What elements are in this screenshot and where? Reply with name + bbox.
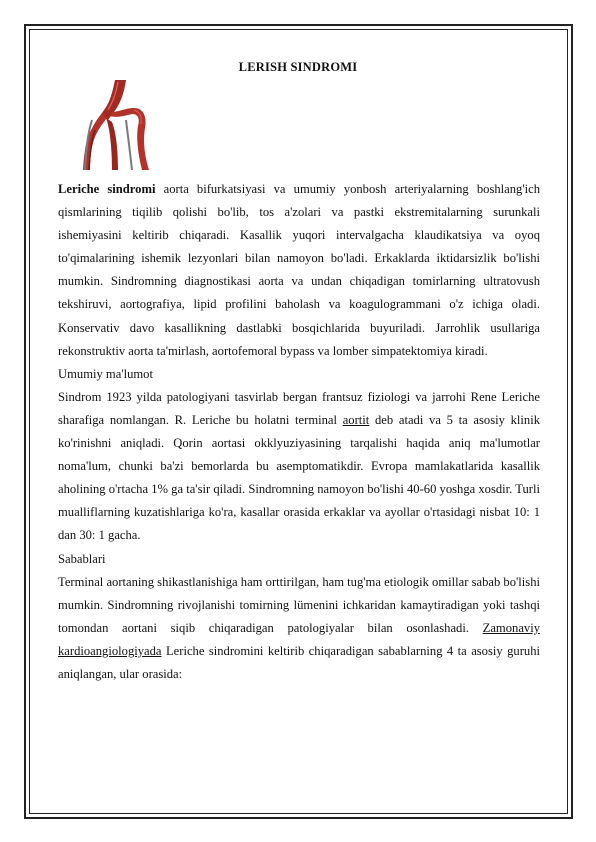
general-info-text-after: deb atadi va 5 ta asosiy klinik ko'rinishni aniqladi. Qorin aortasi okklyuziyasining tarqalishi haqida aniq ma'lumotlar noma'lum, chunki ba'zi bemorlarda bu asemptomatikdir. Evropa mamlakatlarida kasallik aholining o'rtacha 1% ga ta'sir qiladi. Sindromning namoyon bo'lishi 40-60 yoshga xosdir. Turli mualliflarning kuzatishlariga ko'ra, kasallar orasida erkaklar va ayollar o'rtasidagi nisbat 10: 1 dan 30: 1 gacha. <box>58 412 540 543</box>
aortit-link[interactable]: aortit <box>342 412 370 427</box>
aortic-bifurcation-illustration <box>82 80 162 172</box>
intro-term: Leriche sindromi <box>58 182 156 196</box>
general-info-paragraph <box>58 386 540 548</box>
section-heading-general-info: Umumiy ma'lumot <box>58 366 153 381</box>
intro-text: aorta bifurkatsiyasi va umumiy yonbosh arteriyalarning boshlang'ich qismlarining tiqilib qolishi bo'lib, tos a'zolari va pastki ekstremitalarning surunkali ishemiyasini keltirib chiqaradi. Kasallik yuqori intervalgacha klaudikatsiya va oyoq to'qimalarining ishemik lezyonlari bilan namoyon bo'ladi. Erkaklarda iktidarsizlik bo'lishi mumkin. Sindromning diagnostikasi aorta va undan chiqadigan tomirlarning ultratovush tekshiruvi, aortografiya, lipid profilini baholash va koagulogrammani o'z ichiga oladi. Konservativ davo kasallikning dastlabki bosqichlarida buyuriladi. Jarrohlik usullariga rekonstruktiv aorta ta'mirlash, aortofemoral bypass va lomber simpatektomiya kiradi. <box>58 182 540 358</box>
causes-text-before: Terminal aortaning shikastlanishiga ham orttirilgan, ham tug'ma etiologik omillar sabab bo'lishi mumkin. Sindromning rivojlanishi tomirning lümenini ichkaridan kamaytiradigan yoki tashqi tomondan aortani siqib chiqaradigan patologiyalar bilan osonlashadi. <box>58 574 540 635</box>
document-title: LERISH SINDROMI <box>238 60 358 74</box>
kardioangiologiya-link[interactable]: Zamonaviy kardioangiologiyada <box>58 620 540 658</box>
document-body <box>58 178 540 686</box>
causes-text-after: Leriche sindromini keltirib chiqaradigan sabablarning 4 ta asosiy guruhi aniqlangan, ular orasida: <box>58 643 540 681</box>
section-heading-causes: Sabablari <box>58 551 106 566</box>
intro-paragraph <box>58 178 540 363</box>
causes-paragraph <box>58 571 540 686</box>
general-info-text-before: Sindrom 1923 yilda patologiyani tasvirlab bergan frantsuz fiziologi va jarrohi Rene Leriche sharafiga nomlangan. R. Leriche bu holatni terminal <box>58 389 540 427</box>
